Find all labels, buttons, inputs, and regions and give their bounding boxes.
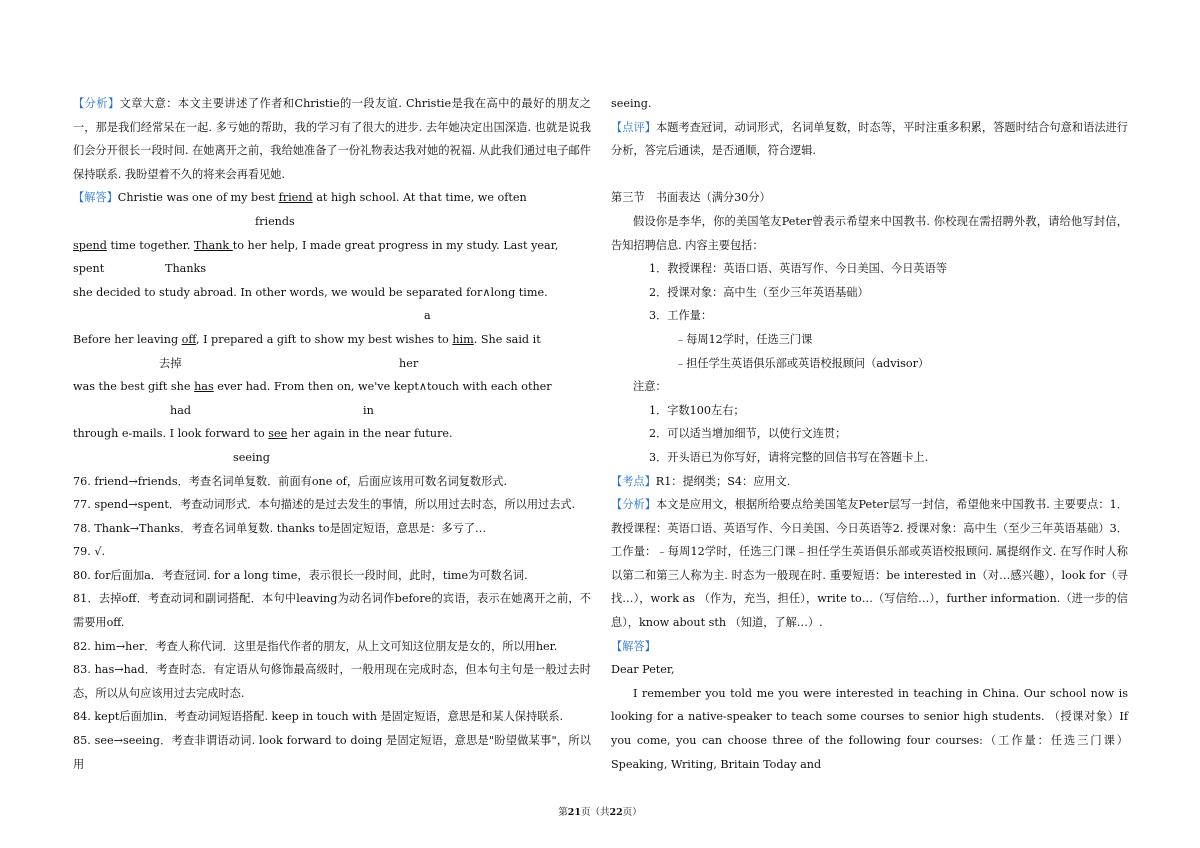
error-word: off xyxy=(181,332,196,346)
analysis-text: 本文是应用文，根据所给要点给美国笔友Peter层写一封信，希望他来中国教书. 主要要点：1．教授课程：英语口语、英语写作、今日美国、今日英语等2. 授课对象：高中生（至少三年英语基础）3．工作量：﹣每周12学时，任选三门课﹣担任学生英语俱乐部或英语校报顾问. 属提纲作文. 在写作时人称以第二和第三人称为主. 时态为一般现在时. 重要短语：be interested in（对…感兴趣），look for（寻找…），work as （作为，充当，担任），write to…（写信给…），further information.（进一步的信息），know about sth （知道，了解…）. xyxy=(611,498,1128,630)
text: Before her leaving xyxy=(73,332,182,346)
text: Christie was one of my best xyxy=(117,191,279,205)
total-pages: 22 xyxy=(609,807,623,818)
analysis-paragraph xyxy=(611,493,1128,635)
prompt-note: 1．字数100左右； xyxy=(649,403,745,417)
kaodian-paragraph xyxy=(611,470,1128,494)
prompt-subitem: ﹣担任学生英语俱乐部或英语校报顾问（advisor） xyxy=(675,356,930,370)
correction-line xyxy=(73,210,591,234)
text: , I prepared a gift to show my best wishes to xyxy=(195,332,453,346)
answer-line-6 xyxy=(73,422,591,446)
prompt-note: 2．可以适当增加细节，以使行文连贯； xyxy=(649,427,847,441)
text: ever had. From then on, we've kept∧touch with each other xyxy=(213,380,552,394)
section-title: 第三节 书面表达（满分30分） xyxy=(611,191,771,205)
note-item: 80. for后面加a．考查冠词. for a long time，表示很长一段时间，此时，time为可数名词. xyxy=(73,568,528,582)
letter-greeting: Dear Peter, xyxy=(611,663,675,677)
note-item: 77. spend→spent．考查动词形式．本句描述的是过去发生的事情，所以用过去时态，所以用过去式. xyxy=(73,498,576,512)
kaodian-text: R1：提纲类；S4：应用文. xyxy=(655,474,791,488)
kaodian-tag: 【考点】 xyxy=(611,474,656,488)
correction-line xyxy=(73,352,591,376)
correction-line xyxy=(73,257,591,281)
prompt-item: 3．工作量： xyxy=(649,309,713,323)
answer-line-3: she decided to study abroad. In other words, we would be separated for∧long time. xyxy=(73,285,548,299)
note-item: 85. see→seeing．考查非谓语动词. look forward to doing 是固定短语，意思是"盼望做某事"，所以用 xyxy=(73,734,591,771)
correction: in xyxy=(363,403,374,417)
error-word: Thank xyxy=(193,238,233,252)
comment-tag: 【点评】 xyxy=(611,120,656,134)
note-item: 84. kept后面加in．考查动词短语搭配. keep in touch with 是固定短语，意思是和某人保持联系. xyxy=(73,710,564,724)
footer-text: 第 xyxy=(558,807,568,818)
letter-body: I remember you told me you were interested in teaching in China. Our school now is looking for a native-speaker to teach some courses to senior high students. （授课对象）If you come, you can choose three of the following four courses:（工作量：任选三门课）Speaking, Writing, Britain Today and xyxy=(611,686,1128,771)
answer-line-5 xyxy=(73,375,591,399)
prompt-item: 2．授课对象：高中生（至少三年英语基础） xyxy=(649,285,869,299)
error-word: spend xyxy=(73,238,107,252)
note-item: 76. friend→friends．考查名词单复数．前面有one of，后面应该用可数名词复数形式. xyxy=(73,474,507,488)
answer-tag: 【解答】 xyxy=(611,639,656,653)
analysis-tag: 【分析】 xyxy=(73,97,120,110)
analysis-tag: 【分析】 xyxy=(611,498,657,512)
error-word: see xyxy=(268,427,288,441)
error-word: friend xyxy=(278,191,313,205)
correction: her xyxy=(399,356,419,370)
correction: a xyxy=(424,309,431,323)
text: . She said it xyxy=(473,332,541,346)
analysis-paragraph xyxy=(73,92,591,186)
note-item: 82. him→her．考查人称代词．这里是指代作者的朋友，从上文可知这位朋友是女的，所以用her. xyxy=(73,639,558,653)
right-column xyxy=(611,92,1128,776)
text: was the best gift she xyxy=(73,380,195,394)
comment-paragraph xyxy=(611,116,1128,163)
note-title: 注意： xyxy=(633,380,667,394)
answer-line-4 xyxy=(73,328,591,352)
footer-text: 页（共 xyxy=(580,807,610,818)
correction: friends xyxy=(255,214,295,228)
continuation-text: seeing. xyxy=(611,97,652,110)
answer-line-2 xyxy=(73,234,591,258)
text: time together. xyxy=(106,238,194,252)
prompt-subitem: ﹣每周12学时，任选三门课 xyxy=(675,332,813,346)
footer-text: 页） xyxy=(622,807,642,818)
page-footer xyxy=(0,804,1200,818)
note-item: 83. has→had．考查时态．有定语从句修饰最高级时，一般用现在完成时态，但本句主句是一般过去时态，所以从句应该用过去完成时态. xyxy=(73,663,591,700)
text: to her help, I made great progress in my study. Last year, xyxy=(232,238,559,252)
note-item: 78. Thank→Thanks．考查名词单复数. thanks to是固定短语，意思是：多亏了… xyxy=(73,521,487,535)
answer-tag: 【解答】 xyxy=(73,191,118,205)
text: at high school. At that time, we often xyxy=(312,191,527,205)
analysis-text: 文章大意：本文主要讲述了作者和Christie的一段友谊. Christie是我在高中的最好的朋友之一，那是我们经常呆在一起. 多亏她的帮助，我的学习有了很大的进步. 去年她决定出国深造. 也就是说我们会分开很长一段时间. 在她离开之前，我给她准备了一份礼物表达我对她的祝福. 从此我们通过电子邮件保持联系. 我盼望着不久的将来会再看见她. xyxy=(73,97,591,181)
note-item: 81．去掉off．考查动词和副词搭配．本句中leaving为动名词作before的宾语，表示在她离开之前，不需要用off. xyxy=(73,592,591,630)
error-word: has xyxy=(194,380,214,394)
note-item: 79. √. xyxy=(73,545,106,559)
prompt-item: 1．教授课程：英语口语、英语写作、今日美国、今日英语等 xyxy=(649,262,947,276)
correction: Thanks xyxy=(165,262,207,276)
correction-line xyxy=(73,304,591,328)
correction-line xyxy=(73,446,591,470)
text: through e-mails. I look forward to xyxy=(73,427,269,441)
prompt-note: 3．开头语已为你写好，请将完整的回信书写在答题卡上. xyxy=(649,450,929,464)
comment-text: 本题考查冠词，动词形式，名词单复数，时态等，平时注重多积累，答题时结合句意和语法进行分析，答完后通读，是否通顺，符合逻辑. xyxy=(611,120,1128,158)
correction-line xyxy=(73,399,591,423)
writing-prompt: 假设你是李华，你的美国笔友Peter曾表示希望来中国教书. 你校现在需招聘外教，请给他写封信，告知招聘信息. 内容主要包括： xyxy=(611,214,1128,252)
correction: spent xyxy=(73,262,105,276)
error-word: him xyxy=(452,332,474,346)
correction: seeing xyxy=(233,450,270,464)
left-column xyxy=(73,92,591,776)
correction: had xyxy=(170,403,192,417)
page-number: 21 xyxy=(567,807,581,818)
answer-line-1 xyxy=(73,186,591,210)
correction: 去掉 xyxy=(159,356,182,370)
spacer xyxy=(611,163,1128,187)
text: her again in the near future. xyxy=(287,427,453,441)
